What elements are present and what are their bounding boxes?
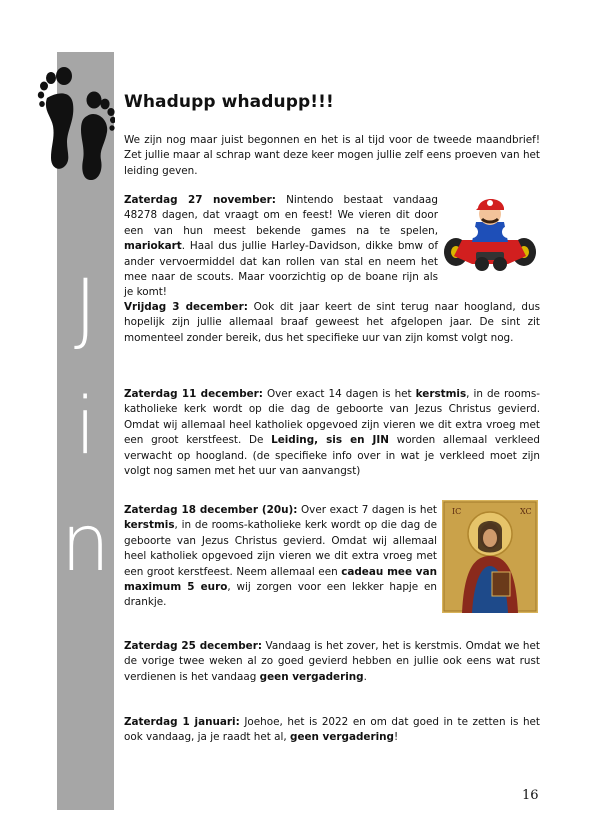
page-title: Whadupp whadupp!!!: [124, 92, 334, 112]
svg-text:XC: XC: [520, 507, 532, 516]
event-highlight: geen vergadering: [259, 670, 364, 683]
event-text: Vandaag is het zover, het is kerstmis. Omdat we het de vorige twee weken al zo goed gevierd hebben en jullie ook eens wat rust verdienen is het vandaag: [124, 640, 540, 683]
event-date: Zaterdag 27 november:: [124, 194, 276, 206]
event-text: , in de rooms-katholieke kerk wordt op die dag de geboorte van Jezus Christus gevierd. Omdat wij allemaal heel katholiek opgevoed zijn vieren we dit extra vroeg met een groot kerstfeest. De: [124, 388, 540, 447]
event-date: Zaterdag 18 december (20u):: [124, 504, 298, 516]
sidebar-letter-i: i: [74, 382, 97, 472]
footprints-icon: [37, 60, 115, 182]
event-paragraph: [124, 715, 540, 746]
event-highlight: cadeau mee van maximum 5 euro: [124, 565, 437, 594]
event-text: Over exact 7 dagen is het: [297, 504, 437, 516]
event-text: Nintendo bestaat vandaag 48278 dagen, dat vraagt om en feest! We vieren dit door een van hun meest bekende games na te spelen,: [124, 194, 438, 237]
sidebar-letter-n: n: [60, 499, 111, 589]
event-highlight: geen vergadering: [290, 731, 394, 744]
event-paragraph: [124, 503, 437, 611]
jesus-icon-image: [442, 500, 538, 613]
event-highlight: kerstmis: [415, 388, 467, 400]
event-date: Zaterdag 11 december:: [124, 388, 263, 400]
event-highlight: kerstmis: [124, 519, 175, 532]
event-highlight: Leiding, sis en JIN: [271, 434, 389, 447]
event-paragraph: [124, 300, 540, 346]
mariokart-image: [442, 192, 538, 274]
event-text: , wij zorgen voor een lekker hapje en drankje.: [124, 581, 437, 609]
event-text: !: [393, 731, 399, 744]
event-text: , in de rooms-katholieke kerk wordt op die dag de geboorte van Jezus Christus gevierd. Omdat wij allemaal heel katholiek opgevoed zijn vieren we dit extra vroeg met een groot kerstfeest. Neem allemaal een: [124, 519, 437, 578]
event-highlight: mariokart: [124, 240, 182, 253]
page-number: 16: [522, 788, 539, 803]
event-date: Zaterdag 1 januari:: [124, 716, 240, 728]
intro-paragraph: We zijn nog maar juist begonnen en het is al tijd voor de tweede maandbrief! Zet jullie maar al schrap want deze keer mogen jullie zelf eens proeven van het leiding geven.: [124, 134, 540, 177]
event-paragraph: [124, 193, 438, 301]
event-paragraph: [124, 639, 540, 685]
svg-text:IC: IC: [452, 507, 462, 516]
event-text: .: [363, 670, 367, 683]
event-text: Joehoe, het is 2022 en om dat goed in te zetten is het ook vandaag, ja je raadt het al,: [124, 716, 540, 744]
event-text: Over exact 14 dagen is het: [262, 388, 416, 400]
event-text: Ook dit jaar keert de sint terug naar hoogland, dus hopelijk zijn jullie allemaal braaf geweest het afgelopen jaar. De sint zit momenteel zonder bereik, dus het specifieke uur van zijn komst volgt nog.: [124, 301, 540, 344]
event-text: . Haal dus jullie Harley-Davidson, dikke bmw of ander vervoermiddel dat kan rollen van stal en neem het mee naar de scouts. Maar voorzichtig op de boane rijn als je komt!: [124, 240, 438, 299]
event-date: Zaterdag 25 december:: [124, 640, 263, 652]
event-date: Vrijdag 3 december:: [124, 301, 248, 313]
sidebar-letter-j: J: [73, 264, 97, 354]
event-paragraph: [124, 387, 540, 479]
event-text: worden allemaal verkleed verwacht op hoogland. (de specifieke info over in wat je verkleed moet zijn volgt nog samen met het uur van aanvangst): [124, 434, 541, 478]
